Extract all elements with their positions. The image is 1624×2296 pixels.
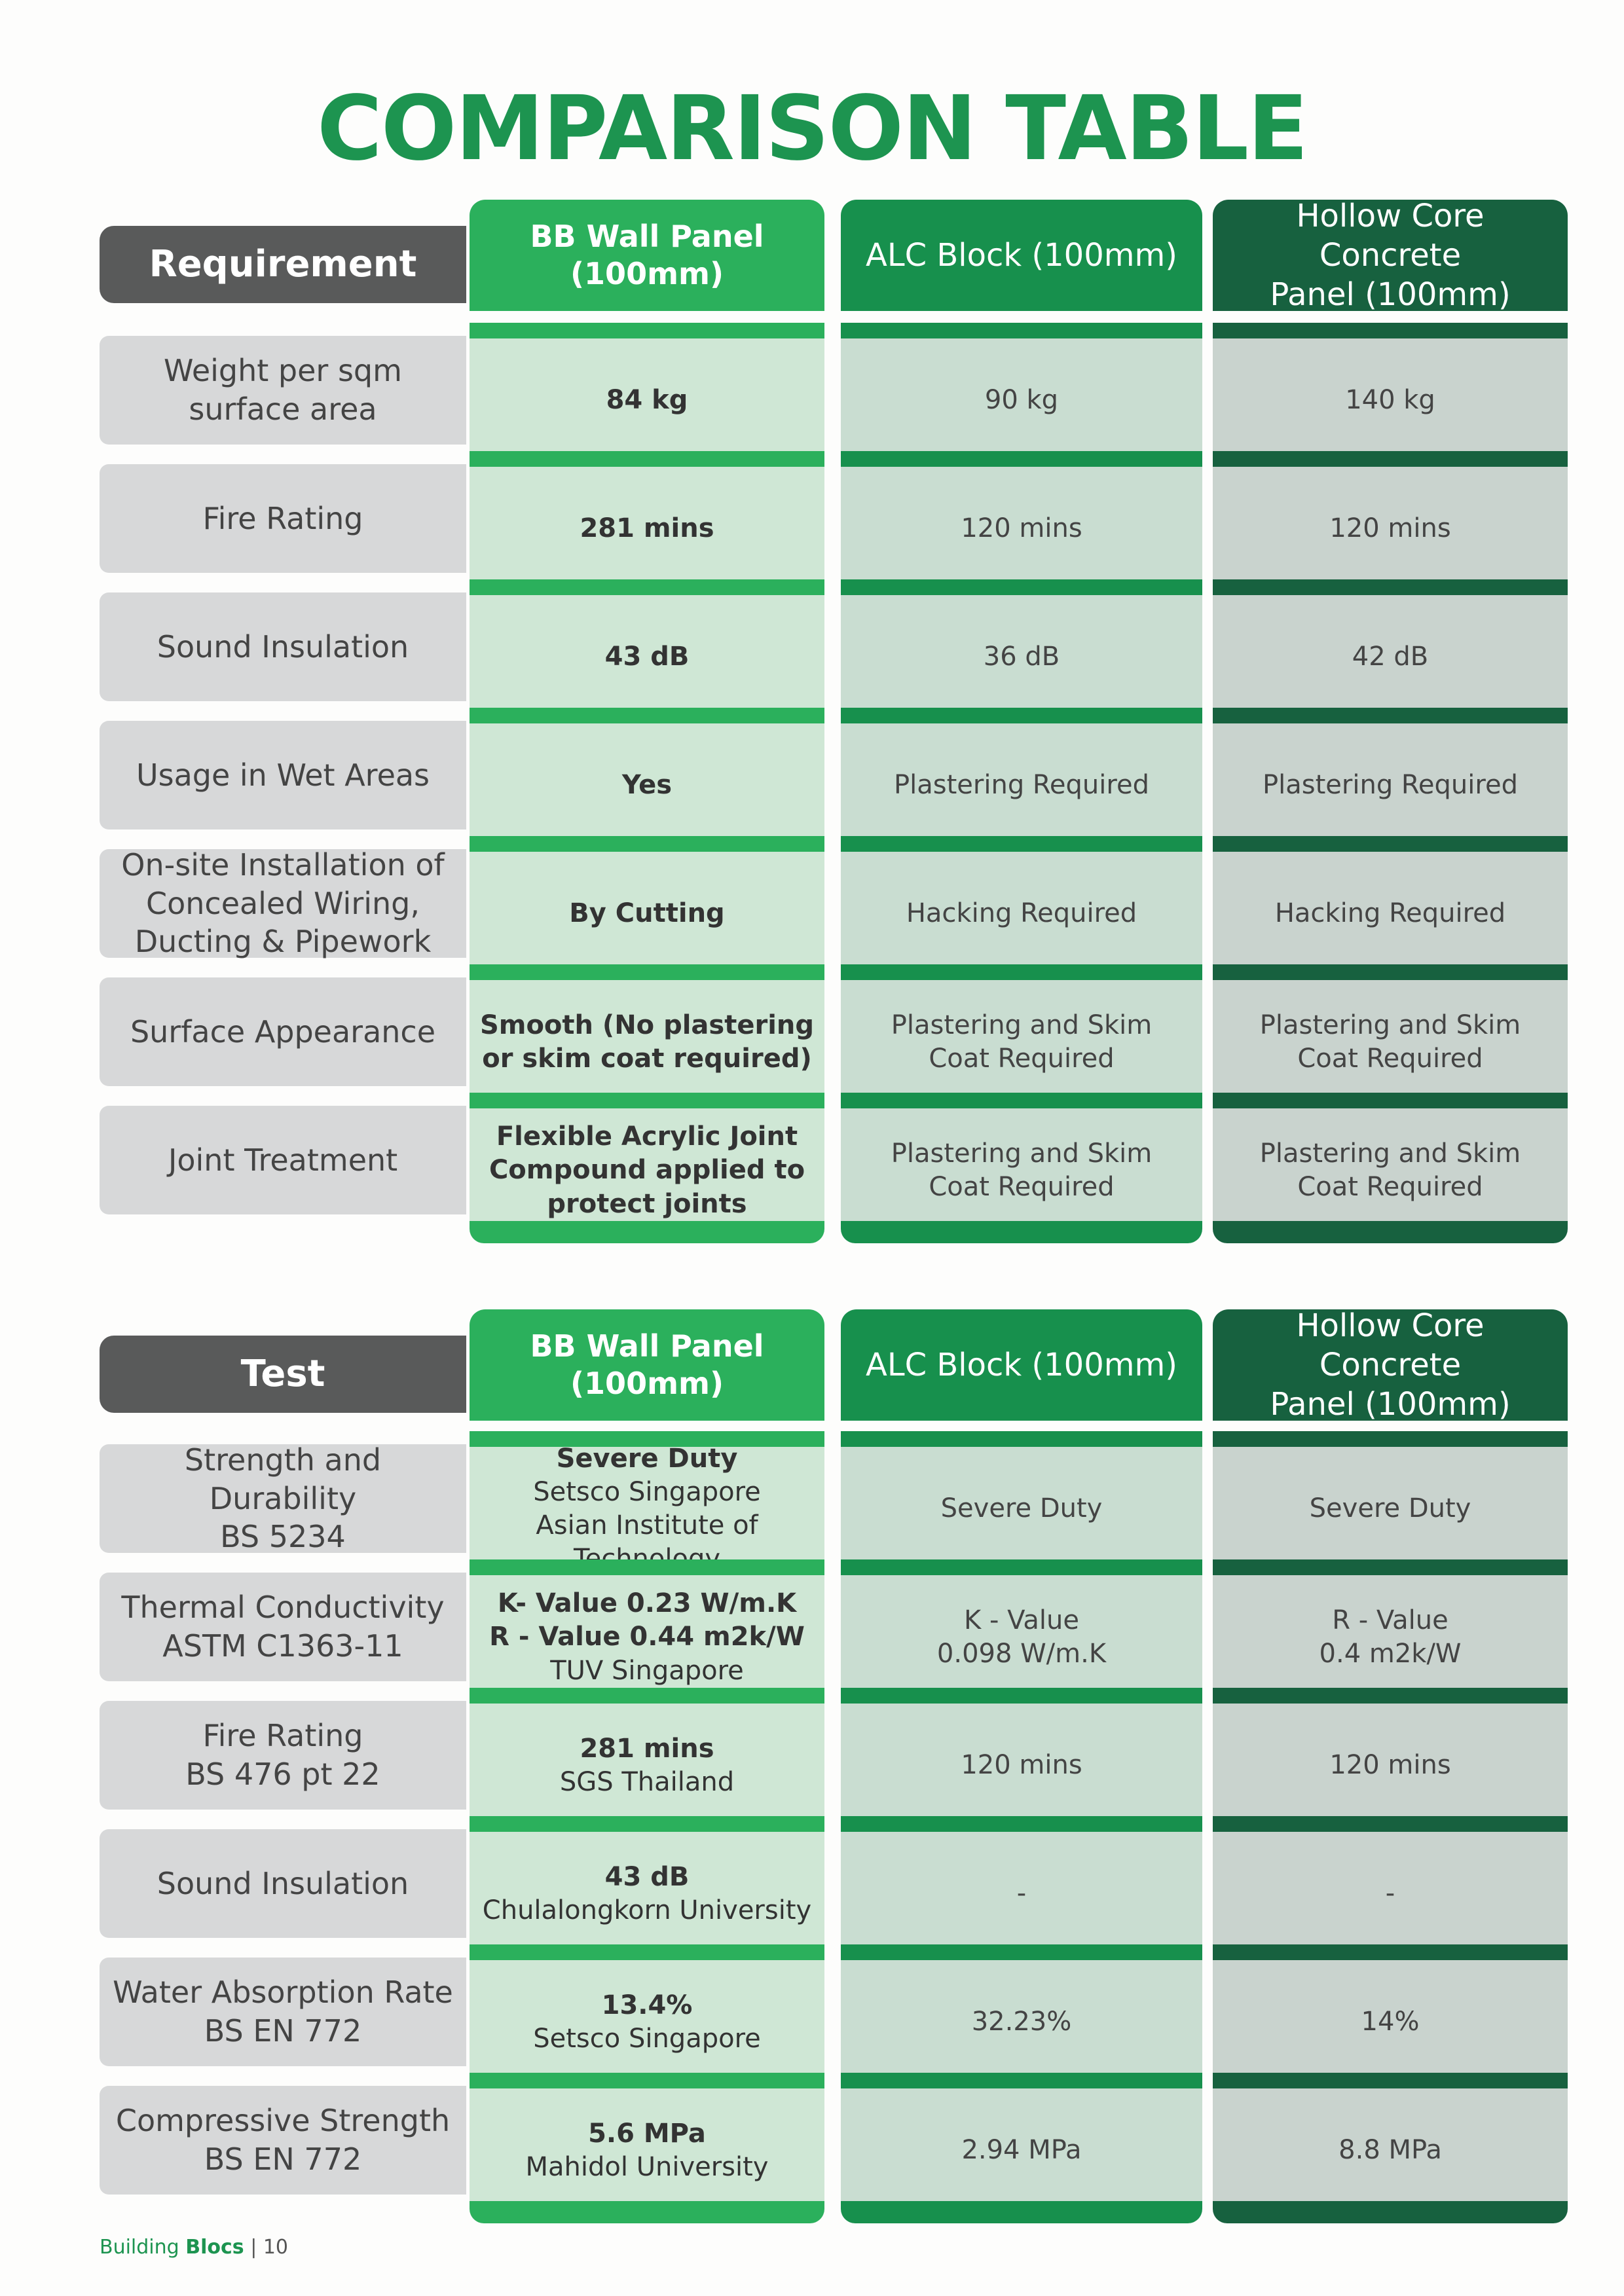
header-bb-wall-panel — [470, 200, 824, 311]
cell-hollow-core — [1213, 1816, 1568, 1944]
cell-bb-wall-panel — [470, 579, 824, 708]
cell-text-line: 120 mins — [1329, 1750, 1451, 1781]
cell-bb-wall-panel — [470, 451, 824, 579]
cell-text-block — [984, 640, 1060, 674]
cell-text-block — [113, 1973, 453, 2050]
cell-hollow-core — [1213, 1093, 1568, 1221]
cell-text-line: Fire Rating — [202, 500, 363, 536]
cell-text-line-bold: or skim coat required) — [482, 1044, 812, 1074]
cell-bb-wall-panel — [470, 708, 824, 836]
row-label — [100, 1958, 466, 2066]
cell-text-line: BS EN 772 — [204, 2141, 362, 2177]
header-text — [1226, 196, 1555, 314]
cell-text-line: Fire Rating — [202, 1718, 363, 1754]
cell-alc-block — [841, 2073, 1202, 2201]
cell-text-block — [580, 512, 714, 545]
cell-text-line: 14% — [1361, 2007, 1420, 2037]
cell-text-line: Plastering Required — [894, 770, 1149, 801]
cell-text-line-bold: Yes — [621, 770, 673, 801]
cell-text-line: 90 kg — [984, 385, 1059, 416]
header-text — [530, 218, 764, 293]
cell-text-line: Ducting & Pipework — [134, 924, 432, 960]
cell-text-line: Hacking Required — [1274, 898, 1506, 929]
cell-hollow-core — [1213, 836, 1568, 964]
header-line: BB Wall Panel — [530, 1328, 764, 1364]
cell-text-block — [202, 500, 363, 538]
cell-alc-block — [841, 1431, 1202, 1559]
cell-text-line: Compressive Strength — [115, 2103, 451, 2139]
cell-text-line: 0.4 m2k/W — [1319, 1639, 1462, 1669]
cell-text-block — [526, 2117, 769, 2184]
cell-alc-block — [841, 1688, 1202, 1816]
cell-text-block — [489, 1587, 805, 1688]
cell-hollow-core — [1213, 1559, 1568, 1688]
cell-text-block — [1329, 512, 1450, 545]
cell-text-block — [605, 640, 690, 674]
cell-bb-wall-panel — [470, 1944, 824, 2073]
page-number: 10 — [263, 2236, 289, 2259]
cell-text-line-bold: K- Value 0.23 W/m.K — [497, 1588, 797, 1619]
cell-text-block — [1260, 1009, 1521, 1076]
cell-text-block — [164, 352, 402, 429]
cell-hollow-core — [1213, 323, 1568, 451]
cell-text-line-bold: Smooth (No plastering — [479, 1010, 815, 1040]
cell-text-line: Severe Duty — [940, 1493, 1103, 1524]
footer-cap-bb — [470, 2201, 824, 2223]
cell-bb-wall-panel — [470, 1559, 824, 1688]
cell-text-line: - — [1385, 1878, 1395, 1909]
header-requirement: Requirement — [100, 226, 466, 303]
cell-text-block — [941, 1492, 1103, 1525]
cell-hollow-core — [1213, 1944, 1568, 2073]
cell-text-line: 32.23% — [971, 2007, 1072, 2037]
cell-text-line: BS 476 pt 22 — [185, 1757, 380, 1792]
cell-text-line: Coat Required — [1297, 1172, 1483, 1202]
header-alc-block: ALC Block (100mm) — [841, 200, 1202, 311]
cell-text-line: Weight per sqm — [164, 353, 402, 389]
cell-text-line: 120 mins — [961, 1750, 1082, 1781]
cell-alc-block — [841, 1093, 1202, 1221]
cell-text-block — [1386, 1877, 1395, 1910]
header-line: (100mm) — [570, 256, 724, 291]
footer-cap-hollow — [1213, 2201, 1568, 2223]
cell-bb-wall-panel — [470, 1431, 824, 1559]
cell-alc-block — [841, 836, 1202, 964]
cell-text-line: Sound Insulation — [157, 629, 409, 665]
cell-text-block — [157, 628, 409, 666]
cell-hollow-core — [1213, 964, 1568, 1093]
cell-text-line: Coat Required — [1297, 1044, 1483, 1074]
header-requirement: Test — [100, 1336, 466, 1413]
cell-text-line: Sound Insulation — [157, 1865, 409, 1901]
cell-text-block — [1338, 2134, 1442, 2167]
cell-bb-wall-panel — [470, 1093, 824, 1221]
cell-alc-block — [841, 451, 1202, 579]
cell-hollow-core — [1213, 1688, 1568, 1816]
footer-brand-prefix: Building — [100, 2236, 186, 2259]
cell-text-block — [606, 384, 688, 417]
cell-text-block — [533, 1989, 761, 2056]
cell-text-line-bold: Severe Duty — [556, 1443, 738, 1474]
cell-hollow-core — [1213, 708, 1568, 836]
cell-text-line: K - Value — [964, 1605, 1079, 1635]
cell-text-block — [569, 897, 724, 930]
cell-text-line-source: Setsco Singapore — [533, 2024, 761, 2054]
footer-cap-bb — [470, 1221, 824, 1243]
cell-text-line: 2.94 MPa — [961, 2135, 1082, 2166]
header-hollow-core — [1213, 1309, 1568, 1421]
cell-text-line: surface area — [189, 392, 377, 427]
cell-text-block — [1345, 384, 1435, 417]
cell-text-line-bold: 84 kg — [606, 385, 688, 416]
cell-text-line: Concealed Wiring, — [145, 885, 420, 921]
cell-text-block — [109, 1441, 457, 1557]
cell-text-line: Hacking Required — [906, 898, 1137, 929]
cell-text-line: R - Value — [1332, 1605, 1449, 1635]
row-label — [100, 849, 466, 958]
cell-text-line: Plastering and Skim — [891, 1010, 1153, 1040]
cell-text-block — [1275, 897, 1505, 930]
cell-text-block — [972, 2005, 1072, 2039]
cell-text-line: Plastering and Skim — [1259, 1010, 1521, 1040]
cell-text-line: Usage in Wet Areas — [136, 757, 430, 793]
cell-text-line: 42 dB — [1352, 642, 1429, 672]
header-hollow-core — [1213, 200, 1568, 311]
cell-text-line-source: Chulalongkorn University — [482, 1895, 812, 1925]
cell-alc-block — [841, 708, 1202, 836]
cell-text-block — [1352, 640, 1428, 674]
cell-bb-wall-panel — [470, 2073, 824, 2201]
cell-text-line-bold: 281 mins — [580, 513, 714, 544]
header-alc-block: ALC Block (100mm) — [841, 1309, 1202, 1421]
header-line: Hollow Core Concrete — [1296, 1307, 1485, 1383]
row-label — [100, 1444, 466, 1553]
page-title: COMPARISON TABLE — [317, 77, 1307, 181]
cell-text-block — [1361, 2005, 1420, 2039]
cell-text-line: On-site Installation of — [121, 847, 445, 883]
cell-text-line: Plastering Required — [1263, 770, 1518, 801]
cell-text-line-bold: Flexible Acrylic Joint — [496, 1121, 798, 1152]
cell-text-line-bold: 13.4% — [601, 1990, 693, 2020]
cell-text-block — [1263, 769, 1518, 802]
cell-text-line: Plastering and Skim — [1259, 1138, 1521, 1169]
cell-text-line-source: SGS Thailand — [559, 1767, 735, 1797]
cell-text-line: Strength and Durability — [184, 1442, 382, 1516]
row-label — [100, 1701, 466, 1810]
header-line: Panel (100mm) — [1270, 1386, 1511, 1423]
cell-text-block — [130, 1013, 435, 1051]
cell-text-block — [985, 384, 1058, 417]
cell-text-line: Severe Duty — [1309, 1493, 1471, 1524]
cell-text-line: ASTM C1363-11 — [162, 1628, 403, 1664]
cell-text-line: Plastering and Skim — [891, 1138, 1153, 1169]
cell-text-block — [961, 1749, 1082, 1782]
row-label — [100, 1106, 466, 1214]
cell-hollow-core — [1213, 579, 1568, 708]
row-label — [100, 977, 466, 1086]
header-line: Hollow Core Concrete — [1296, 198, 1485, 274]
cell-text-block — [622, 769, 672, 802]
cell-text-line: 120 mins — [961, 513, 1082, 544]
cell-text-block — [906, 897, 1137, 930]
cell-text-block — [1329, 1749, 1450, 1782]
cell-bb-wall-panel — [470, 964, 824, 1093]
cell-alc-block — [841, 579, 1202, 708]
cell-text-line: Thermal Conductivity — [121, 1590, 445, 1626]
cell-text-block — [1310, 1492, 1471, 1525]
cell-text-block — [168, 1141, 397, 1180]
cell-text-block — [121, 1588, 444, 1666]
cell-alc-block — [841, 964, 1202, 1093]
cell-text-line-bold: 5.6 MPa — [588, 2118, 706, 2149]
row-label — [100, 2086, 466, 2195]
cell-text-block — [937, 1604, 1106, 1671]
cell-text-block — [891, 1009, 1153, 1076]
cell-text-block — [136, 756, 430, 795]
cell-text-line: Coat Required — [929, 1044, 1115, 1074]
cell-text-line-source: Asian Institute of — [536, 1510, 758, 1540]
cell-text-line: 0.098 W/m.K — [936, 1639, 1107, 1669]
cell-text-block — [894, 769, 1149, 802]
cell-text-line: - — [1016, 1878, 1027, 1909]
cell-text-block — [479, 1442, 815, 1576]
header-line: BB Wall Panel — [530, 218, 764, 254]
cell-hollow-core — [1213, 2073, 1568, 2201]
cell-text-line-bold: 281 mins — [580, 1733, 714, 1764]
cell-text-block — [483, 1861, 811, 1927]
cell-text-line-bold: protect joints — [547, 1188, 747, 1219]
cell-bb-wall-panel — [470, 323, 824, 451]
header-text — [1226, 1306, 1555, 1424]
cell-text-line-bold: By Cutting — [569, 898, 725, 929]
cell-text-block — [121, 846, 444, 962]
row-label — [100, 1829, 466, 1938]
cell-text-line-source: Mahidol University — [525, 2152, 769, 2182]
cell-text-block — [1320, 1604, 1462, 1671]
cell-text-line: 36 dB — [983, 642, 1060, 672]
cell-hollow-core — [1213, 451, 1568, 579]
header-bb-wall-panel — [470, 1309, 824, 1421]
cell-text-block — [891, 1137, 1153, 1204]
footer-cap-alc — [841, 2201, 1202, 2223]
cell-text-block — [560, 1732, 734, 1799]
cell-alc-block — [841, 1816, 1202, 1944]
cell-text-line: 8.8 MPa — [1338, 2135, 1442, 2166]
cell-text-block — [185, 1717, 380, 1794]
cell-text-line: 140 kg — [1345, 385, 1435, 416]
cell-text-line-bold: 43 dB — [604, 1861, 690, 1892]
row-label — [100, 721, 466, 829]
footer-cap-alc — [841, 1221, 1202, 1243]
cell-bb-wall-panel — [470, 1688, 824, 1816]
row-label — [100, 592, 466, 701]
cell-text-line-source: Setsco Singapore — [533, 1476, 761, 1507]
row-label — [100, 464, 466, 573]
header-line: Panel (100mm) — [1270, 276, 1511, 313]
page-footer — [100, 2236, 288, 2259]
footer-separator: | — [244, 2236, 263, 2259]
cell-text-block — [157, 1865, 409, 1903]
cell-text-block — [961, 2134, 1081, 2167]
cell-alc-block — [841, 323, 1202, 451]
cell-text-block — [1260, 1137, 1521, 1204]
cell-text-line: Joint Treatment — [168, 1142, 398, 1178]
cell-text-block — [1017, 1877, 1026, 1910]
footer-cap-hollow — [1213, 1221, 1568, 1243]
cell-alc-block — [841, 1944, 1202, 2073]
cell-text-line: Water Absorption Rate — [113, 1975, 453, 2011]
cell-bb-wall-panel — [470, 1816, 824, 1944]
cell-text-line-source: TUV Singapore — [550, 1655, 744, 1686]
cell-text-line-bold: Compound applied to — [489, 1155, 805, 1186]
cell-hollow-core — [1213, 1431, 1568, 1559]
row-label — [100, 1573, 466, 1681]
cell-text-line-bold: R - Value 0.44 m2k/W — [489, 1622, 805, 1652]
cell-text-line: 120 mins — [1329, 513, 1451, 544]
cell-alc-block — [841, 1559, 1202, 1688]
cell-text-line: BS 5234 — [220, 1519, 346, 1555]
cell-text-block — [961, 512, 1082, 545]
cell-text-block — [480, 1009, 814, 1076]
cell-text-line: Coat Required — [929, 1172, 1115, 1202]
cell-text-line-bold: 43 dB — [604, 642, 690, 672]
cell-text-block — [116, 2102, 450, 2179]
header-text — [530, 1328, 764, 1403]
cell-text-block — [489, 1120, 805, 1221]
cell-text-line: Surface Appearance — [130, 1013, 436, 1049]
cell-bb-wall-panel — [470, 836, 824, 964]
cell-text-line: BS EN 772 — [204, 2013, 362, 2049]
header-line: (100mm) — [570, 1366, 724, 1401]
row-label — [100, 336, 466, 445]
footer-brand-bold: Blocs — [185, 2236, 244, 2259]
